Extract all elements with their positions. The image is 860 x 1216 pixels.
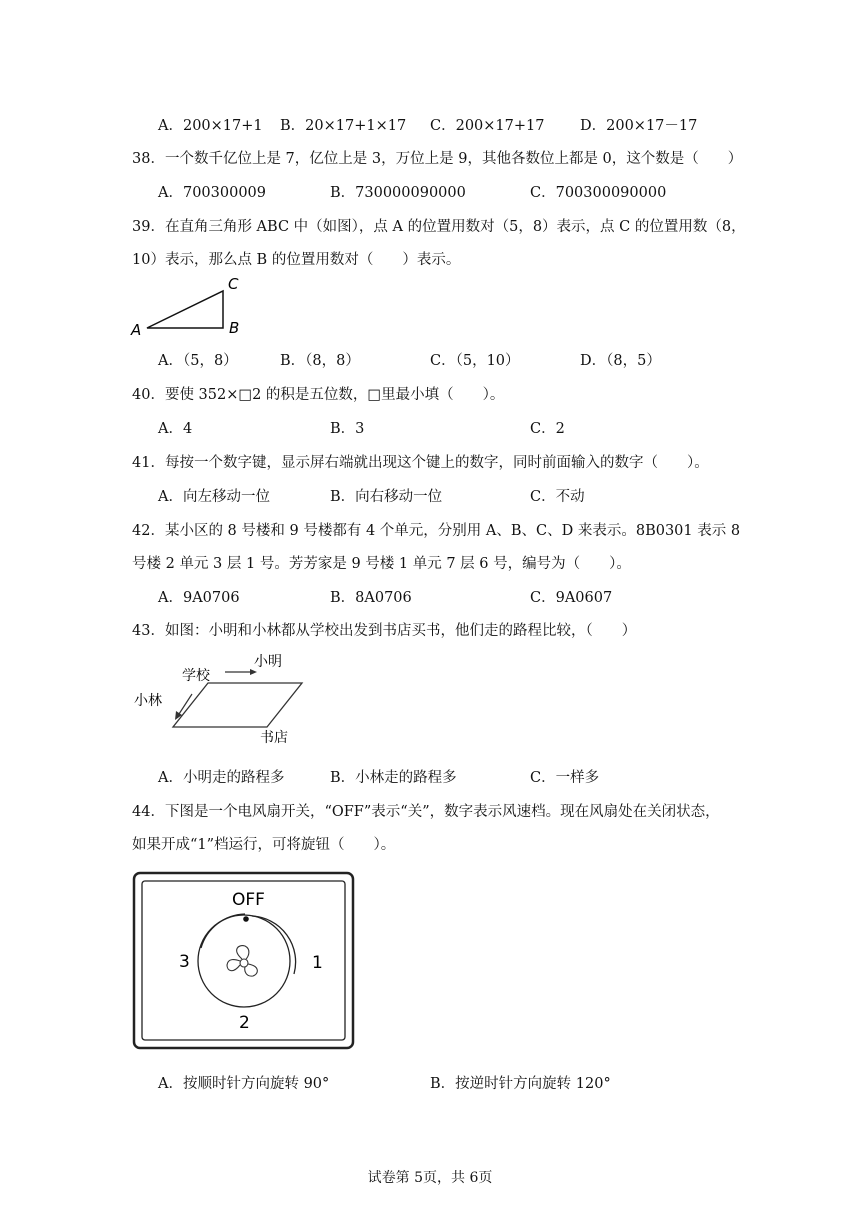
q44-stem-line1: 44．下图是一个电风扇开关，“OFF”表示“关”，数字表示风速档。现在风扇处在关闭状态， xyxy=(132,804,720,820)
q42-option-b: B．8A0706 xyxy=(330,590,412,606)
q40-option-c: C．2 xyxy=(530,421,565,437)
knob-pointer-dot xyxy=(243,916,249,922)
q39-triangle-figure xyxy=(125,272,255,342)
q43-route-figure xyxy=(130,650,320,745)
knob-outer-arc xyxy=(252,916,296,974)
q44-option-b: B．按逆时针方向旋转 120° xyxy=(430,1076,611,1092)
q44-fan-switch-figure xyxy=(132,870,356,1052)
label-3: 3 xyxy=(179,952,190,972)
label-b: B xyxy=(229,319,240,337)
q40-stem: 40．要使 352×□2 的积是五位数，□里最小填（ ）。 xyxy=(132,387,505,403)
q44-stem-line2: 如果开成“1”档运行，可将旋钮（ ）。 xyxy=(132,837,396,853)
label-xiaolin: 小林 xyxy=(134,693,162,709)
q42-option-a: A．9A0706 xyxy=(158,590,240,606)
q43-option-b: B．小林走的路程多 xyxy=(330,770,457,786)
q39-option-c: C．（5，10） xyxy=(430,353,520,369)
triangle-abc xyxy=(147,291,223,328)
label-a: A xyxy=(131,321,142,339)
q37-option-d: D．200×17－17 xyxy=(580,118,698,134)
q44-option-a: A．按顺时针方向旋转 90° xyxy=(158,1076,330,1092)
fan-icon xyxy=(227,946,257,976)
label-2: 2 xyxy=(239,1013,250,1033)
q41-option-c: C．不动 xyxy=(530,489,585,505)
label-bookstore: 书店 xyxy=(260,730,288,745)
q39-option-a: A．（5，8） xyxy=(158,353,238,369)
route-parallelogram xyxy=(173,683,302,727)
q43-stem: 43．如图：小明和小林都从学校出发到书店买书，他们走的路程比较，（ ） xyxy=(132,623,637,639)
q38-option-c: C．700300090000 xyxy=(530,185,667,201)
q37-option-b: B．20×17+1×17 xyxy=(280,118,407,134)
q39-stem-line1: 39．在直角三角形 ABC 中（如图），点 A 的位置用数对（5，8）表示，点 C 的位置用数（8， xyxy=(132,219,746,235)
q42-option-c: C．9A0607 xyxy=(530,590,613,606)
q42-stem-line2: 号楼 2 单元 3 层 1 号。芳芳家是 9 号楼 1 单元 7 层 6 号，编号为（ ）。 xyxy=(132,556,631,572)
q39-option-b: B．（8，8） xyxy=(280,353,360,369)
q43-option-a: A．小明走的路程多 xyxy=(158,770,285,786)
q42-stem-line1: 42．某小区的 8 号楼和 9 号楼都有 4 个单元，分别用 A、B、C、D 来表示。8B0301 表示 8 xyxy=(132,523,741,539)
label-school: 学校 xyxy=(182,668,210,684)
q41-option-b: B．向右移动一位 xyxy=(330,489,443,505)
q40-option-a: A．4 xyxy=(158,421,193,437)
knob-left-arc xyxy=(201,914,245,948)
label-xiaoming: 小明 xyxy=(254,654,282,670)
q39-option-d: D．（8，5） xyxy=(580,353,661,369)
q39-stem-line2: 10）表示，那么点 B 的位置用数对（ ）表示。 xyxy=(132,252,461,268)
q37-option-a: A．200×17+1 xyxy=(158,118,263,134)
q38-stem: 38．一个数千亿位上是 7，亿位上是 3，万位上是 9，其他各数位上都是 0，这个数是（ ） xyxy=(132,151,743,167)
q41-option-a: A．向左移动一位 xyxy=(158,489,270,505)
q37-option-c: C．200×17+17 xyxy=(430,118,545,134)
label-1: 1 xyxy=(312,953,323,973)
xiaolin-arrowhead xyxy=(175,711,182,720)
q38-option-a: A．700300009 xyxy=(158,185,266,201)
q40-option-b: B．3 xyxy=(330,421,365,437)
q38-option-b: B．730000090000 xyxy=(330,185,466,201)
page-footer: 试卷第 5页，共 6页 xyxy=(367,1170,493,1186)
label-c: C xyxy=(228,275,239,293)
q43-option-c: C．一样多 xyxy=(530,770,600,786)
label-off: OFF xyxy=(232,890,265,910)
q41-stem: 41．每按一个数字键，显示屏右端就出现这个键上的数字，同时前面输入的数字（ ）。 xyxy=(132,455,709,471)
